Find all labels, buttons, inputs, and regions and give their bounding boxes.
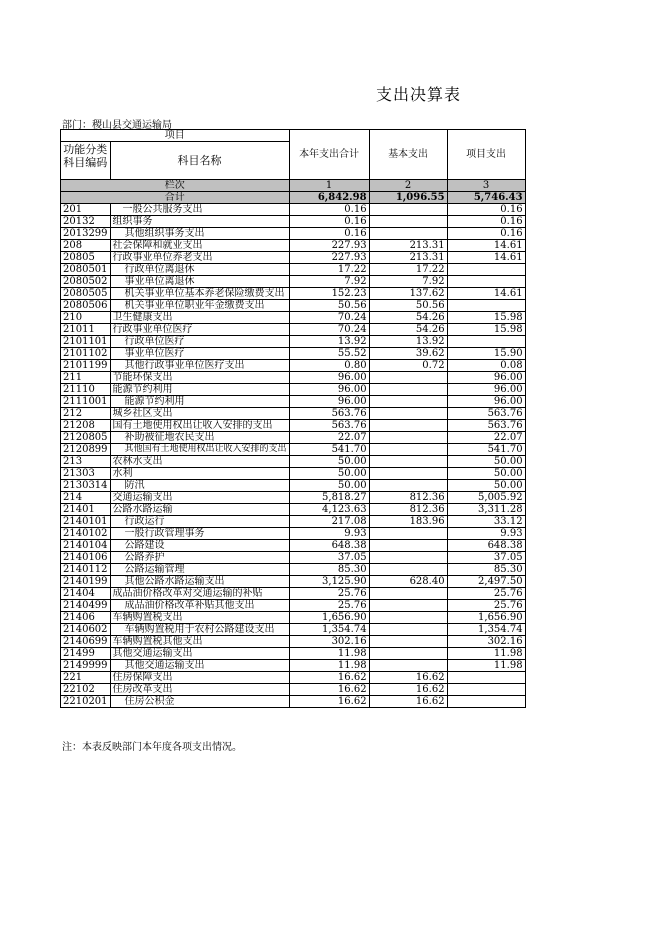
table-row	[61, 504, 526, 516]
project-cell: 0.16	[447, 204, 525, 216]
project-cell: 14.61	[447, 252, 525, 264]
project-cell: 96.00	[447, 396, 525, 408]
total-cell: 648.38	[289, 540, 369, 552]
basic-cell	[369, 636, 447, 648]
code-cell: 2080505	[61, 288, 111, 300]
project-cell: 50.00	[447, 456, 525, 468]
table-row	[61, 540, 526, 552]
project-cell: 37.05	[447, 552, 525, 564]
code-cell: 2080506	[61, 300, 111, 312]
project-cell	[447, 276, 525, 288]
name-cell: 行政单位医疗	[110, 336, 289, 348]
seq-2: 2	[369, 180, 447, 192]
code-cell: 2140499	[61, 600, 111, 612]
summary-label: 合计	[61, 192, 290, 204]
name-cell: 机关事业单位职业年金缴费支出	[110, 300, 289, 312]
table-row	[61, 660, 526, 672]
project-cell: 563.76	[447, 420, 525, 432]
table-row	[61, 456, 526, 468]
total-cell: 70.24	[289, 312, 369, 324]
code-cell: 2080502	[61, 276, 111, 288]
department-label: 部门：稷山县交通运输局	[62, 120, 172, 131]
total-cell: 227.93	[289, 252, 369, 264]
basic-cell: 213.31	[369, 240, 447, 252]
total-cell: 37.05	[289, 552, 369, 564]
code-cell: 210	[61, 312, 111, 324]
project-cell: 15.90	[447, 348, 525, 360]
basic-cell	[369, 552, 447, 564]
name-cell: 行政运行	[110, 516, 289, 528]
code-cell: 2120899	[61, 444, 111, 456]
basic-cell: 812.36	[369, 492, 447, 504]
total-cell: 0.16	[289, 204, 369, 216]
basic-cell	[369, 216, 447, 228]
basic-cell	[369, 204, 447, 216]
basic-cell: 16.62	[369, 684, 447, 696]
name-cell: 住房保障支出	[110, 672, 289, 684]
table-row	[61, 348, 526, 360]
code-cell: 2140106	[61, 552, 111, 564]
code-cell: 2149999	[61, 660, 111, 672]
table-row	[61, 480, 526, 492]
table-row	[61, 300, 526, 312]
name-cell: 公路养护	[110, 552, 289, 564]
code-cell: 2013299	[61, 228, 111, 240]
basic-cell: 7.92	[369, 276, 447, 288]
table-row	[61, 600, 526, 612]
code-cell: 2140101	[61, 516, 111, 528]
table-row	[61, 420, 526, 432]
basic-cell	[369, 480, 447, 492]
project-cell: 11.98	[447, 660, 525, 672]
basic-cell	[369, 384, 447, 396]
seq-1: 1	[289, 180, 369, 192]
basic-cell	[369, 228, 447, 240]
total-cell: 11.98	[289, 660, 369, 672]
project-cell: 25.76	[447, 600, 525, 612]
name-cell: 其他组织事务支出	[110, 228, 289, 240]
seq-3: 3	[447, 180, 525, 192]
table-row	[61, 360, 526, 372]
table-row	[61, 252, 526, 264]
table-row	[61, 588, 526, 600]
header-total: 本年支出合计	[289, 130, 369, 180]
seq-label: 栏次	[61, 180, 290, 192]
basic-cell: 16.62	[369, 672, 447, 684]
project-cell: 1,354.74	[447, 624, 525, 636]
total-cell: 96.00	[289, 396, 369, 408]
code-cell: 214	[61, 492, 111, 504]
code-cell: 208	[61, 240, 111, 252]
table-row	[61, 324, 526, 336]
total-cell: 11.98	[289, 648, 369, 660]
total-cell: 50.00	[289, 480, 369, 492]
header-code: 功能分类科目编码	[61, 142, 111, 180]
basic-cell	[369, 624, 447, 636]
name-cell: 住房改革支出	[110, 684, 289, 696]
table-row	[61, 396, 526, 408]
table-row	[61, 264, 526, 276]
table-row	[61, 204, 526, 216]
table-row	[61, 648, 526, 660]
name-cell: 组织事务	[110, 216, 289, 228]
basic-cell	[369, 468, 447, 480]
name-cell: 能源节约利用	[110, 396, 289, 408]
code-cell: 21401	[61, 504, 111, 516]
name-cell: 社会保障和就业支出	[110, 240, 289, 252]
name-cell: 成品油价格改革补贴其他支出	[110, 600, 289, 612]
table-row	[61, 624, 526, 636]
name-cell: 公路运输管理	[110, 564, 289, 576]
project-cell: 15.98	[447, 324, 525, 336]
total-cell: 50.00	[289, 456, 369, 468]
project-cell	[447, 264, 525, 276]
total-cell: 217.08	[289, 516, 369, 528]
basic-cell	[369, 396, 447, 408]
basic-cell: 628.40	[369, 576, 447, 588]
total-cell: 4,123.63	[289, 504, 369, 516]
name-cell: 其他交通运输支出	[110, 648, 289, 660]
total-cell: 25.76	[289, 588, 369, 600]
total-cell: 25.76	[289, 600, 369, 612]
project-cell	[447, 300, 525, 312]
table-row	[61, 612, 526, 624]
basic-cell: 0.72	[369, 360, 447, 372]
basic-cell: 54.26	[369, 312, 447, 324]
code-cell: 2080501	[61, 264, 111, 276]
total-cell: 0.80	[289, 360, 369, 372]
table-row	[61, 516, 526, 528]
name-cell: 公路建设	[110, 540, 289, 552]
name-cell: 一般公共服务支出	[110, 204, 289, 216]
total-cell: 1,656.90	[289, 612, 369, 624]
basic-cell	[369, 408, 447, 420]
basic-cell	[369, 456, 447, 468]
table-row	[61, 228, 526, 240]
name-cell: 其他交通运输支出	[110, 660, 289, 672]
name-cell: 车辆购置税其他支出	[110, 636, 289, 648]
basic-cell: 54.26	[369, 324, 447, 336]
project-cell: 1,656.90	[447, 612, 525, 624]
project-cell: 5,005.92	[447, 492, 525, 504]
total-cell: 96.00	[289, 384, 369, 396]
code-cell: 20805	[61, 252, 111, 264]
table-row	[61, 552, 526, 564]
code-cell: 211	[61, 372, 111, 384]
project-cell: 50.00	[447, 468, 525, 480]
name-cell: 其他行政事业单位医疗支出	[110, 360, 289, 372]
name-cell: 防汛	[110, 480, 289, 492]
table-row	[61, 564, 526, 576]
table-row	[61, 336, 526, 348]
basic-cell: 183.96	[369, 516, 447, 528]
total-cell: 0.16	[289, 216, 369, 228]
code-cell: 21208	[61, 420, 111, 432]
name-cell: 一般行政管理事务	[110, 528, 289, 540]
basic-cell: 17.22	[369, 264, 447, 276]
table-note: 注：本表反映部门本年度各项支出情况。	[62, 742, 242, 753]
total-cell: 16.62	[289, 684, 369, 696]
project-cell: 9.93	[447, 528, 525, 540]
table-row	[61, 672, 526, 684]
basic-cell	[369, 648, 447, 660]
code-cell: 2140699	[61, 636, 111, 648]
basic-cell	[369, 420, 447, 432]
summary-project: 5,746.43	[447, 192, 525, 204]
code-cell: 2140112	[61, 564, 111, 576]
project-cell: 2,497.50	[447, 576, 525, 588]
total-cell: 13.92	[289, 336, 369, 348]
project-cell: 648.38	[447, 540, 525, 552]
name-cell: 行政单位离退休	[110, 264, 289, 276]
table-row	[61, 288, 526, 300]
name-cell: 事业单位医疗	[110, 348, 289, 360]
header-name: 科目名称	[110, 142, 289, 180]
total-cell: 227.93	[289, 240, 369, 252]
code-cell: 21303	[61, 468, 111, 480]
code-cell: 21499	[61, 648, 111, 660]
project-cell	[447, 672, 525, 684]
name-cell: 事业单位离退休	[110, 276, 289, 288]
table-row	[61, 240, 526, 252]
name-cell: 交通运输支出	[110, 492, 289, 504]
code-cell: 2140102	[61, 528, 111, 540]
table-row	[61, 408, 526, 420]
basic-cell	[369, 564, 447, 576]
table-row	[61, 444, 526, 456]
total-cell: 16.62	[289, 696, 369, 708]
table-row	[61, 528, 526, 540]
code-cell: 2101199	[61, 360, 111, 372]
basic-cell	[369, 444, 447, 456]
project-cell: 3,311.28	[447, 504, 525, 516]
basic-cell: 13.92	[369, 336, 447, 348]
table-row	[61, 216, 526, 228]
table-row	[61, 432, 526, 444]
total-cell: 96.00	[289, 372, 369, 384]
name-cell: 车辆购置税支出	[110, 612, 289, 624]
page-title: 支出决算表	[376, 85, 462, 104]
table-row	[61, 636, 526, 648]
project-cell: 15.98	[447, 312, 525, 324]
project-cell: 14.61	[447, 240, 525, 252]
project-cell: 541.70	[447, 444, 525, 456]
seq-row	[61, 180, 526, 192]
table-row	[61, 468, 526, 480]
total-cell: 17.22	[289, 264, 369, 276]
table-row	[61, 312, 526, 324]
name-cell: 能源节约利用	[110, 384, 289, 396]
total-cell: 302.16	[289, 636, 369, 648]
code-cell: 2111001	[61, 396, 111, 408]
code-cell: 221	[61, 672, 111, 684]
total-cell: 50.00	[289, 468, 369, 480]
summary-basic: 1,096.55	[369, 192, 447, 204]
table-row	[61, 276, 526, 288]
basic-cell	[369, 612, 447, 624]
code-cell: 2101101	[61, 336, 111, 348]
summary-row	[61, 192, 526, 204]
code-cell: 2120805	[61, 432, 111, 444]
basic-cell: 50.56	[369, 300, 447, 312]
name-cell: 行政事业单位养老支出	[110, 252, 289, 264]
table-row	[61, 372, 526, 384]
table-row	[61, 684, 526, 696]
code-cell: 22102	[61, 684, 111, 696]
basic-cell: 812.36	[369, 504, 447, 516]
total-cell: 85.30	[289, 564, 369, 576]
total-cell: 22.07	[289, 432, 369, 444]
code-cell: 2210201	[61, 696, 111, 708]
project-cell: 0.16	[447, 228, 525, 240]
header-project: 项目	[61, 130, 290, 142]
project-cell: 563.76	[447, 408, 525, 420]
name-cell: 农林水支出	[110, 456, 289, 468]
table-row	[61, 576, 526, 588]
project-cell: 22.07	[447, 432, 525, 444]
total-cell: 563.76	[289, 420, 369, 432]
total-cell: 3,125.90	[289, 576, 369, 588]
code-cell: 2101102	[61, 348, 111, 360]
basic-cell: 213.31	[369, 252, 447, 264]
project-cell: 50.00	[447, 480, 525, 492]
code-cell: 21406	[61, 612, 111, 624]
code-cell: 201	[61, 204, 111, 216]
code-cell: 21404	[61, 588, 111, 600]
header-row-project	[61, 130, 526, 142]
basic-cell	[369, 660, 447, 672]
code-cell: 2130314	[61, 480, 111, 492]
expenditure-table	[60, 129, 526, 708]
name-cell: 车辆购置税用于农村公路建设支出	[110, 624, 289, 636]
name-cell: 城乡社区支出	[110, 408, 289, 420]
name-cell: 其他国有土地使用权出让收入安排的支出	[110, 444, 289, 456]
summary-total: 6,842.98	[289, 192, 369, 204]
name-cell: 成品油价格改革对交通运输的补贴	[110, 588, 289, 600]
code-cell: 20132	[61, 216, 111, 228]
name-cell: 卫生健康支出	[110, 312, 289, 324]
header-basic: 基本支出	[369, 130, 447, 180]
code-cell: 21110	[61, 384, 111, 396]
basic-cell	[369, 600, 447, 612]
name-cell: 其他公路水路运输支出	[110, 576, 289, 588]
total-cell: 5,818.27	[289, 492, 369, 504]
project-cell	[447, 336, 525, 348]
project-cell: 302.16	[447, 636, 525, 648]
basic-cell	[369, 432, 447, 444]
basic-cell: 137.62	[369, 288, 447, 300]
total-cell: 0.16	[289, 228, 369, 240]
project-cell: 11.98	[447, 648, 525, 660]
total-cell: 9.93	[289, 528, 369, 540]
basic-cell: 39.62	[369, 348, 447, 360]
table-row	[61, 384, 526, 396]
project-cell: 0.08	[447, 360, 525, 372]
basic-cell	[369, 372, 447, 384]
project-cell	[447, 684, 525, 696]
total-cell: 563.76	[289, 408, 369, 420]
table-row	[61, 492, 526, 504]
basic-cell	[369, 540, 447, 552]
total-cell: 16.62	[289, 672, 369, 684]
total-cell: 1,354.74	[289, 624, 369, 636]
code-cell: 213	[61, 456, 111, 468]
project-cell: 96.00	[447, 372, 525, 384]
total-cell: 50.56	[289, 300, 369, 312]
total-cell: 7.92	[289, 276, 369, 288]
basic-cell	[369, 588, 447, 600]
code-cell: 2140199	[61, 576, 111, 588]
project-cell: 85.30	[447, 564, 525, 576]
name-cell: 国有土地使用权出让收入安排的支出	[110, 420, 289, 432]
name-cell: 公路水路运输	[110, 504, 289, 516]
name-cell: 住房公积金	[110, 696, 289, 708]
total-cell: 70.24	[289, 324, 369, 336]
project-cell: 25.76	[447, 588, 525, 600]
name-cell: 节能环保支出	[110, 372, 289, 384]
name-cell: 机关事业单位基本养老保险缴费支出	[110, 288, 289, 300]
total-cell: 152.23	[289, 288, 369, 300]
project-cell: 0.16	[447, 216, 525, 228]
code-cell: 2140602	[61, 624, 111, 636]
name-cell: 补助被征地农民支出	[110, 432, 289, 444]
project-cell: 96.00	[447, 384, 525, 396]
code-cell: 212	[61, 408, 111, 420]
table-row	[61, 696, 526, 708]
name-cell: 水利	[110, 468, 289, 480]
name-cell: 行政事业单位医疗	[110, 324, 289, 336]
code-cell: 21011	[61, 324, 111, 336]
basic-cell	[369, 528, 447, 540]
project-cell: 14.61	[447, 288, 525, 300]
total-cell: 541.70	[289, 444, 369, 456]
basic-cell: 16.62	[369, 696, 447, 708]
total-cell: 55.52	[289, 348, 369, 360]
code-cell: 2140104	[61, 540, 111, 552]
header-project-expense: 项目支出	[447, 130, 525, 180]
project-cell	[447, 696, 525, 708]
project-cell: 33.12	[447, 516, 525, 528]
